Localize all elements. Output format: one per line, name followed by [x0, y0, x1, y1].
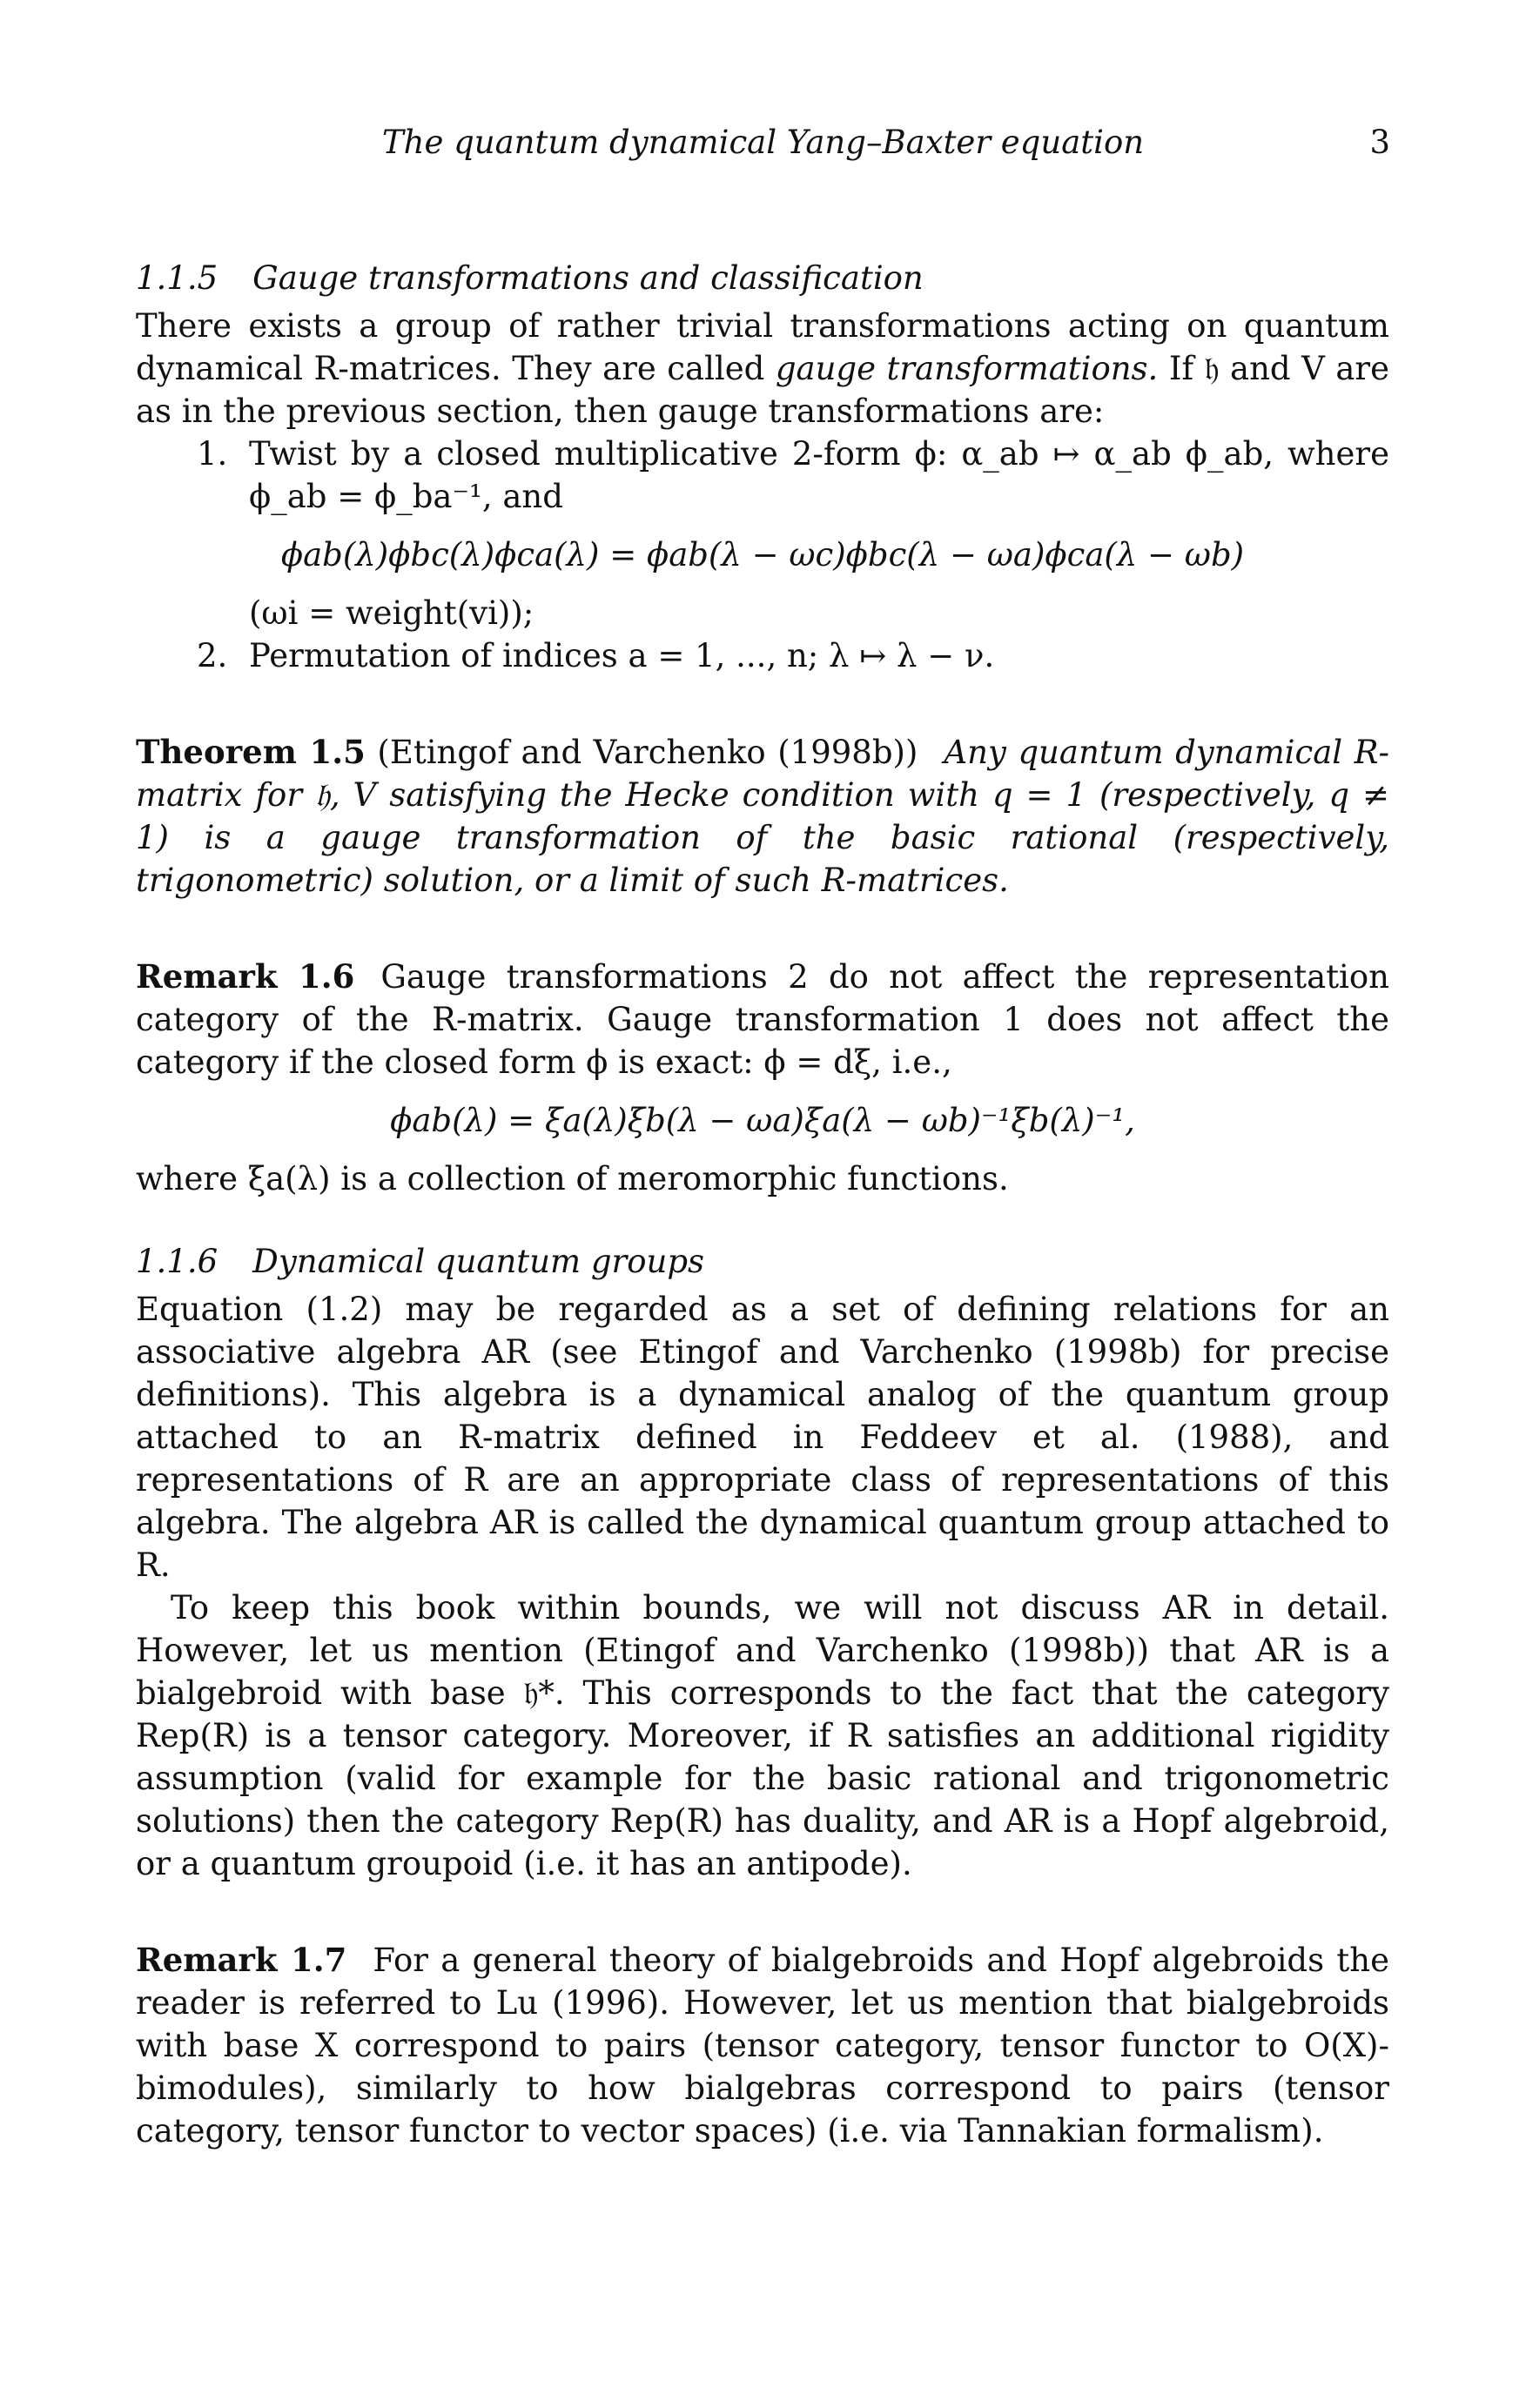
paragraph-gauge-intro: [136, 305, 1389, 433]
page-body: [136, 257, 1389, 2152]
paragraph-text: If 𝔥 and V are as in the previous section, then gauge transformations are:: [136, 350, 1389, 430]
remark-text: For a general theory of bialgebroids and Hopf algebroids the reader is referred to Lu (1996). However, let us mention that bialgebroids with base X correspond to pairs (tensor category, tensor functor to O(X)-bimodules), similarly to how bialgebras correspond to pairs (tensor category, tensor functor to vector spaces) (i.e. via Tannakian formalism).: [136, 1942, 1390, 2150]
section-heading-1-1-5: [136, 257, 1389, 299]
list-item-number: 1.: [197, 435, 228, 473]
section-heading-1-1-6: [136, 1240, 1389, 1283]
theorem-label: Theorem 1.5: [136, 733, 366, 771]
list-item-text: Permutation of indices a = 1, ..., n; λ ↦ λ − ν.: [249, 637, 995, 674]
page-header: [0, 124, 1526, 176]
list-item-text: Twist by a closed multiplicative 2-form ϕ: α_ab ↦ α_ab ϕ_ab, where ϕ_ab = ϕ_ba⁻¹, and: [249, 435, 1389, 515]
remark-1-7: [136, 1939, 1389, 2152]
theorem-statement: Any quantum dynamical R-matrix for 𝔥, V satisfying the Hecke condition with q = 1 (respectively, q ≠ 1) is a gauge transformation of the basic rational (respectively, trigonometric) solution, or a limit of such R-matrices.: [136, 734, 1389, 899]
section-title: Gauge transformations and classification: [252, 259, 924, 297]
remark-1-6: [136, 956, 1389, 1083]
page-number: 3: [1369, 124, 1390, 161]
section-number: 1.1.6: [136, 1243, 218, 1280]
section-number: 1.1.5: [136, 259, 218, 297]
equation: ϕab(λ) = ξa(λ)ξb(λ − ωa)ξa(λ − ωb)⁻¹ξb(λ)⁻¹,: [390, 1102, 1135, 1139]
paragraph-dynamical-groups: Equation (1.2) may be regarded as a set of defining relations for an associative algebra AR (see Etingof and Varchenko (1998b) for precise definitions). This algebra is a dynamical analog of the quantum group attached to an R-matrix defined in Feddeev et al. (1988), and representations of R are an appropriate class of representations of this algebra. The algebra AR is called the dynamical quantum group attached to R.: [136, 1291, 1389, 1584]
list-item-text: (ωi = weight(vi));: [249, 594, 534, 632]
list-item: [136, 634, 1389, 677]
list-item: [136, 433, 1389, 634]
gauge-transformation-list: [136, 433, 1389, 677]
section-title: Dynamical quantum groups: [252, 1243, 705, 1280]
paragraph-bialgebroid: To keep this book within bounds, we will not discuss AR in detail. However, let us mention (Etingof and Varchenko (1998b)) that AR is a bialgebroid with base 𝔥*. This corresponds to the fact that the category Rep(R) is a tensor category. Moreover, if R satisfies an additional rigidity assumption (valid for example for the basic rational and trigonometric solutions) then the category Rep(R) has duality, and AR is a Hopf algebroid, or a quantum groupoid (i.e. it has an antipode).: [136, 1589, 1389, 1882]
paragraph-text: There exists a group of rather trivial transformations acting on quantum dynamical R-matrices. They are called: [136, 307, 1389, 387]
theorem-attribution: (Etingof and Varchenko (1998b)): [377, 734, 918, 771]
equation: ϕab(λ)ϕbc(λ)ϕca(λ) = ϕab(λ − ωc)ϕbc(λ − ωa)ϕca(λ − ωb): [280, 536, 1245, 573]
remark-tail: where ξa(λ) is a collection of meromorphic functions.: [136, 1160, 1009, 1197]
theorem-1-5: [136, 731, 1389, 902]
emphasized-term: gauge transformations.: [775, 350, 1159, 387]
remark-text: Gauge transformations 2 do not affect the representation category of the R-matrix. Gauge transformation 1 does not affect the category if the closed form ϕ is exact: ϕ = dξ, i.e.,: [136, 958, 1389, 1081]
remark-label: Remark 1.7: [136, 1941, 347, 1979]
remark-label: Remark 1.6: [136, 957, 355, 996]
running-title: The quantum dynamical Yang–Baxter equation: [381, 124, 1145, 161]
list-item-number: 2.: [197, 637, 228, 674]
